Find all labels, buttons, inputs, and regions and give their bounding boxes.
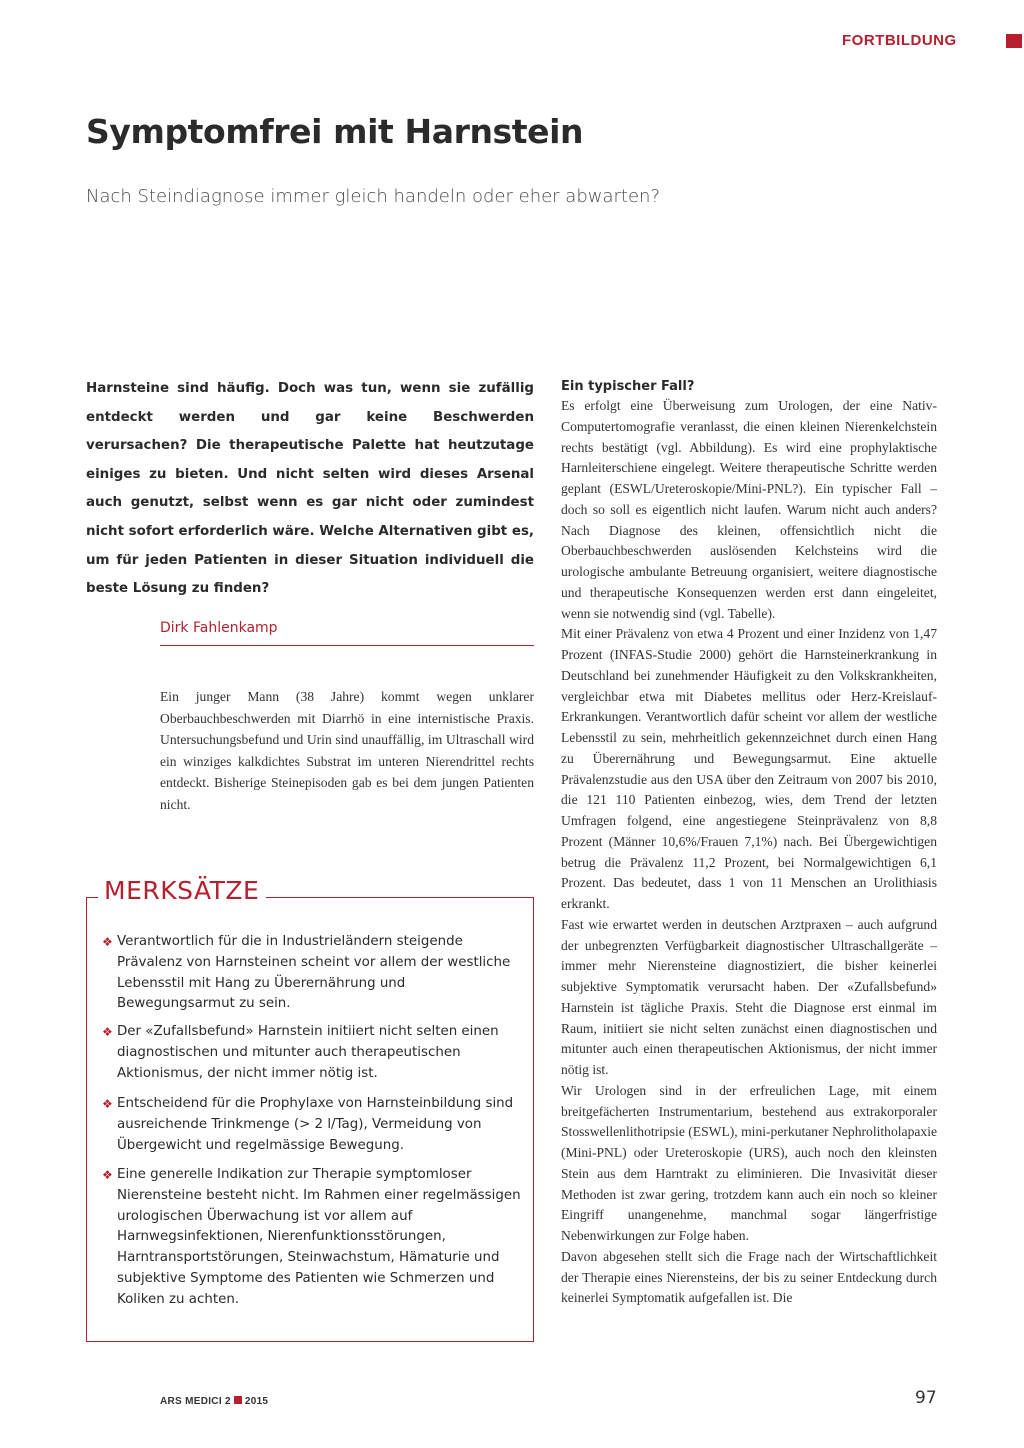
body-paragraph: Mit einer Prävalenz von etwa 4 Prozent und einer Inzidenz von 1,47 Prozent (INFAS-Studie 2000) gehört die Harnsteinerkrankung in Deutschland bei zunehmender Häufigkeit zu den Volkskrankheiten, vergleichbar etwa mit Diabetes mellitus oder Herz-Kreislauf-Erkrankungen. Verantwortlich dafür scheint vor allem der westliche Lebensstil zu sein, mehrheitlich gekennzeichnet durch einen Hang zu Überernährung und Bewegungsarmut. Eine aktuelle Prävalenzstudie aus den USA über den Zeitraum von 2007 bis 2010, die 121 110 Patienten einbezog, wies, dem Trend der letzten Umfragen folgend, eine angestiegene Steinprävalenz von 8,8 Prozent (Männer 10,6%/Frauen 7,1%) nach. Bei Übergewichtigen betrug die Prävalenz 11,2 Prozent, bei Normalgewichtigen 6,1 Prozent. Das bedeutet, dass 1 von 11 Menschen an Urolithiasis erkrankt.	[561, 626, 937, 911]
merksatz-item	[102, 1022, 522, 1084]
journal-year: 2015	[244, 1396, 269, 1407]
diamond-bullet-icon: ❖	[102, 1025, 113, 1039]
merksatz-item	[102, 1094, 522, 1156]
body-paragraph: Wir Urologen sind in der erfreulichen Lage, mit einem breitgefächerten Instrumentarium, bestehend aus extrakorporaler Stosswellenlithotripsie (ESWL), mini-perkutaner Nephrolitholapaxie (Mini-PNL) oder Ureteroskopie (URS), auch noch den kleinsten Stein aus dem Harntrakt zu eliminieren. Die Invasivität dieser Methoden ist zwar gering, trotzdem kann auch ein noch so kleiner Eingriff unangenehme, manchmal sogar längerfristige Nebenwirkungen zur Folge haben.	[561, 1082, 938, 1243]
body-paragraph: Es erfolgt eine Überweisung zum Urologen, der eine Nativ-Computertomografie veranlasst, die einen kleinen Nierenkelchstein rechts bestätigt (vgl. Abbildung). Es wird eine prophylaktische Harnleiterschiene eingelegt. Weitere therapeutische Schritte werden geplant (ESWL/Ureteroskopie/Mini-PNL?). Ein typischer Fall – doch so soll es eigentlich nicht laufen. Warum nicht auch anders? Nach Diagnose des kleinen, offensichtlich nicht die Oberbauchbeschwerden auslösenden Kelchsteins wird die urologische ambulante Betreuung organisiert, weitere diagnostische und therapeutische Konsequenzen werden erst dann eingeleitet, wenn sie notwendig sind (vgl. Tabelle).	[561, 398, 937, 621]
diamond-bullet-icon: ❖	[102, 935, 113, 949]
article-lead: Harnsteine sind häufig. Doch was tun, wenn sie zufällig entdeckt werden und gar keine Beschwerden verursachen? Die therapeutische Palette hat heutzutage einiges zu bieten. Und nicht selten wird dieses Arsenal auch genutzt, selbst wenn es gar nicht oder zumindest nicht sofort erforderlich wäre. Welche Alternativen gibt es, um für jeden Patienten in dieser Situation individuell die beste Lösung zu finden?	[86, 381, 535, 597]
author-name: Dirk Fahlenkamp	[160, 620, 278, 636]
case-description: Ein junger Mann (38 Jahre) kommt wegen unklarer Oberbauchbeschwerden mit Diarrhö in eine internistische Praxis. Untersuchungsbefund und Urin sind unauffällig, im Ultraschall wird ein winziges kalkdichtes Substrat im unteren Nierendrittel rechts entdeckt. Bisherige Steinepisoden gab es bei dem jungen Patienten nicht.	[160, 689, 534, 812]
merksatz-text: Eine generelle Indikation zur Therapie symptomloser Nierensteine besteht nicht. Im Rahmen einer regelmässigen urologischen Überwachung ist vor allem auf Harnwegsinfektionen, Nierenfunktionsstörungen, Harntransportstörungen, Steinwachstum, Hämaturie und subjektive Symptome des Patienten wie Schmerzen und Koliken zu achten.	[117, 1167, 521, 1307]
diamond-bullet-icon: ❖	[102, 1097, 113, 1111]
footer-journal	[160, 1396, 268, 1407]
article-subtitle: Nach Steindiagnose immer gleich handeln oder eher abwarten?	[86, 186, 661, 207]
merksatz-text: Der «Zufallsbefund» Harnstein initiiert nicht selten einen diagnostischen und mitunter auch therapeutischen Aktionismus, der nicht immer nötig ist.	[117, 1024, 499, 1081]
body-paragraph: Fast wie erwartet werden in deutschen Arztpraxen – auch aufgrund der unbegrenzten Verfügbarkeit diagnostischer Ultraschallgeräte – immer mehr Nierensteine diagnostiziert, die bisher keinerlei subjektive Symptomatik verursacht haben. Der «Zufallsbefund» Harnstein ist tägliche Praxis. Steht die Diagnose erst einmal im Raum, initiiert sie nicht selten zunächst einen diagnostischen und mitunter auch einen therapeutischen Aktionismus, der nicht immer nötig ist.	[561, 916, 937, 1077]
box-top-rule-right	[266, 897, 534, 898]
right-column	[561, 377, 937, 1309]
footer-separator-icon	[234, 1396, 242, 1404]
merksatz-text: Entscheidend für die Prophylaxe von Harnsteinbildung sind ausreichende Trinkmenge (> 2 l/Tag), Vermeidung von Übergewicht und regelmässige Bewegung.	[117, 1096, 514, 1153]
section-heading: Ein typischer Fall?	[561, 379, 695, 394]
body-paragraph: Davon abgesehen stellt sich die Frage nach der Wirtschaftlichkeit der Therapie eines Nierensteins, der bis zu seiner Entdeckung durch keinerlei Symptomatik aufgefallen ist. Die	[561, 1248, 937, 1306]
diamond-bullet-icon: ❖	[102, 1168, 113, 1182]
box-top-rule-left	[86, 897, 98, 898]
merksatz-item	[102, 1165, 522, 1311]
article-title: Symptomfrei mit Harnstein	[86, 112, 584, 151]
merksatz-item	[102, 932, 522, 1015]
merksatz-text: Verantwortlich für die in Industrieländern steigende Prävalenz von Harnsteinen scheint vor allem der westliche Lebensstil mit Hang zu Überernährung und Bewegungsarmut zu sein.	[117, 934, 511, 1012]
journal-name: ARS MEDICI 2	[160, 1396, 231, 1407]
section-label: FORTBILDUNG	[842, 32, 957, 49]
merksaetze-heading: MERKSÄTZE	[104, 876, 260, 905]
author-divider	[160, 645, 534, 646]
page-number: 97	[915, 1388, 937, 1408]
section-marker	[1006, 34, 1022, 48]
